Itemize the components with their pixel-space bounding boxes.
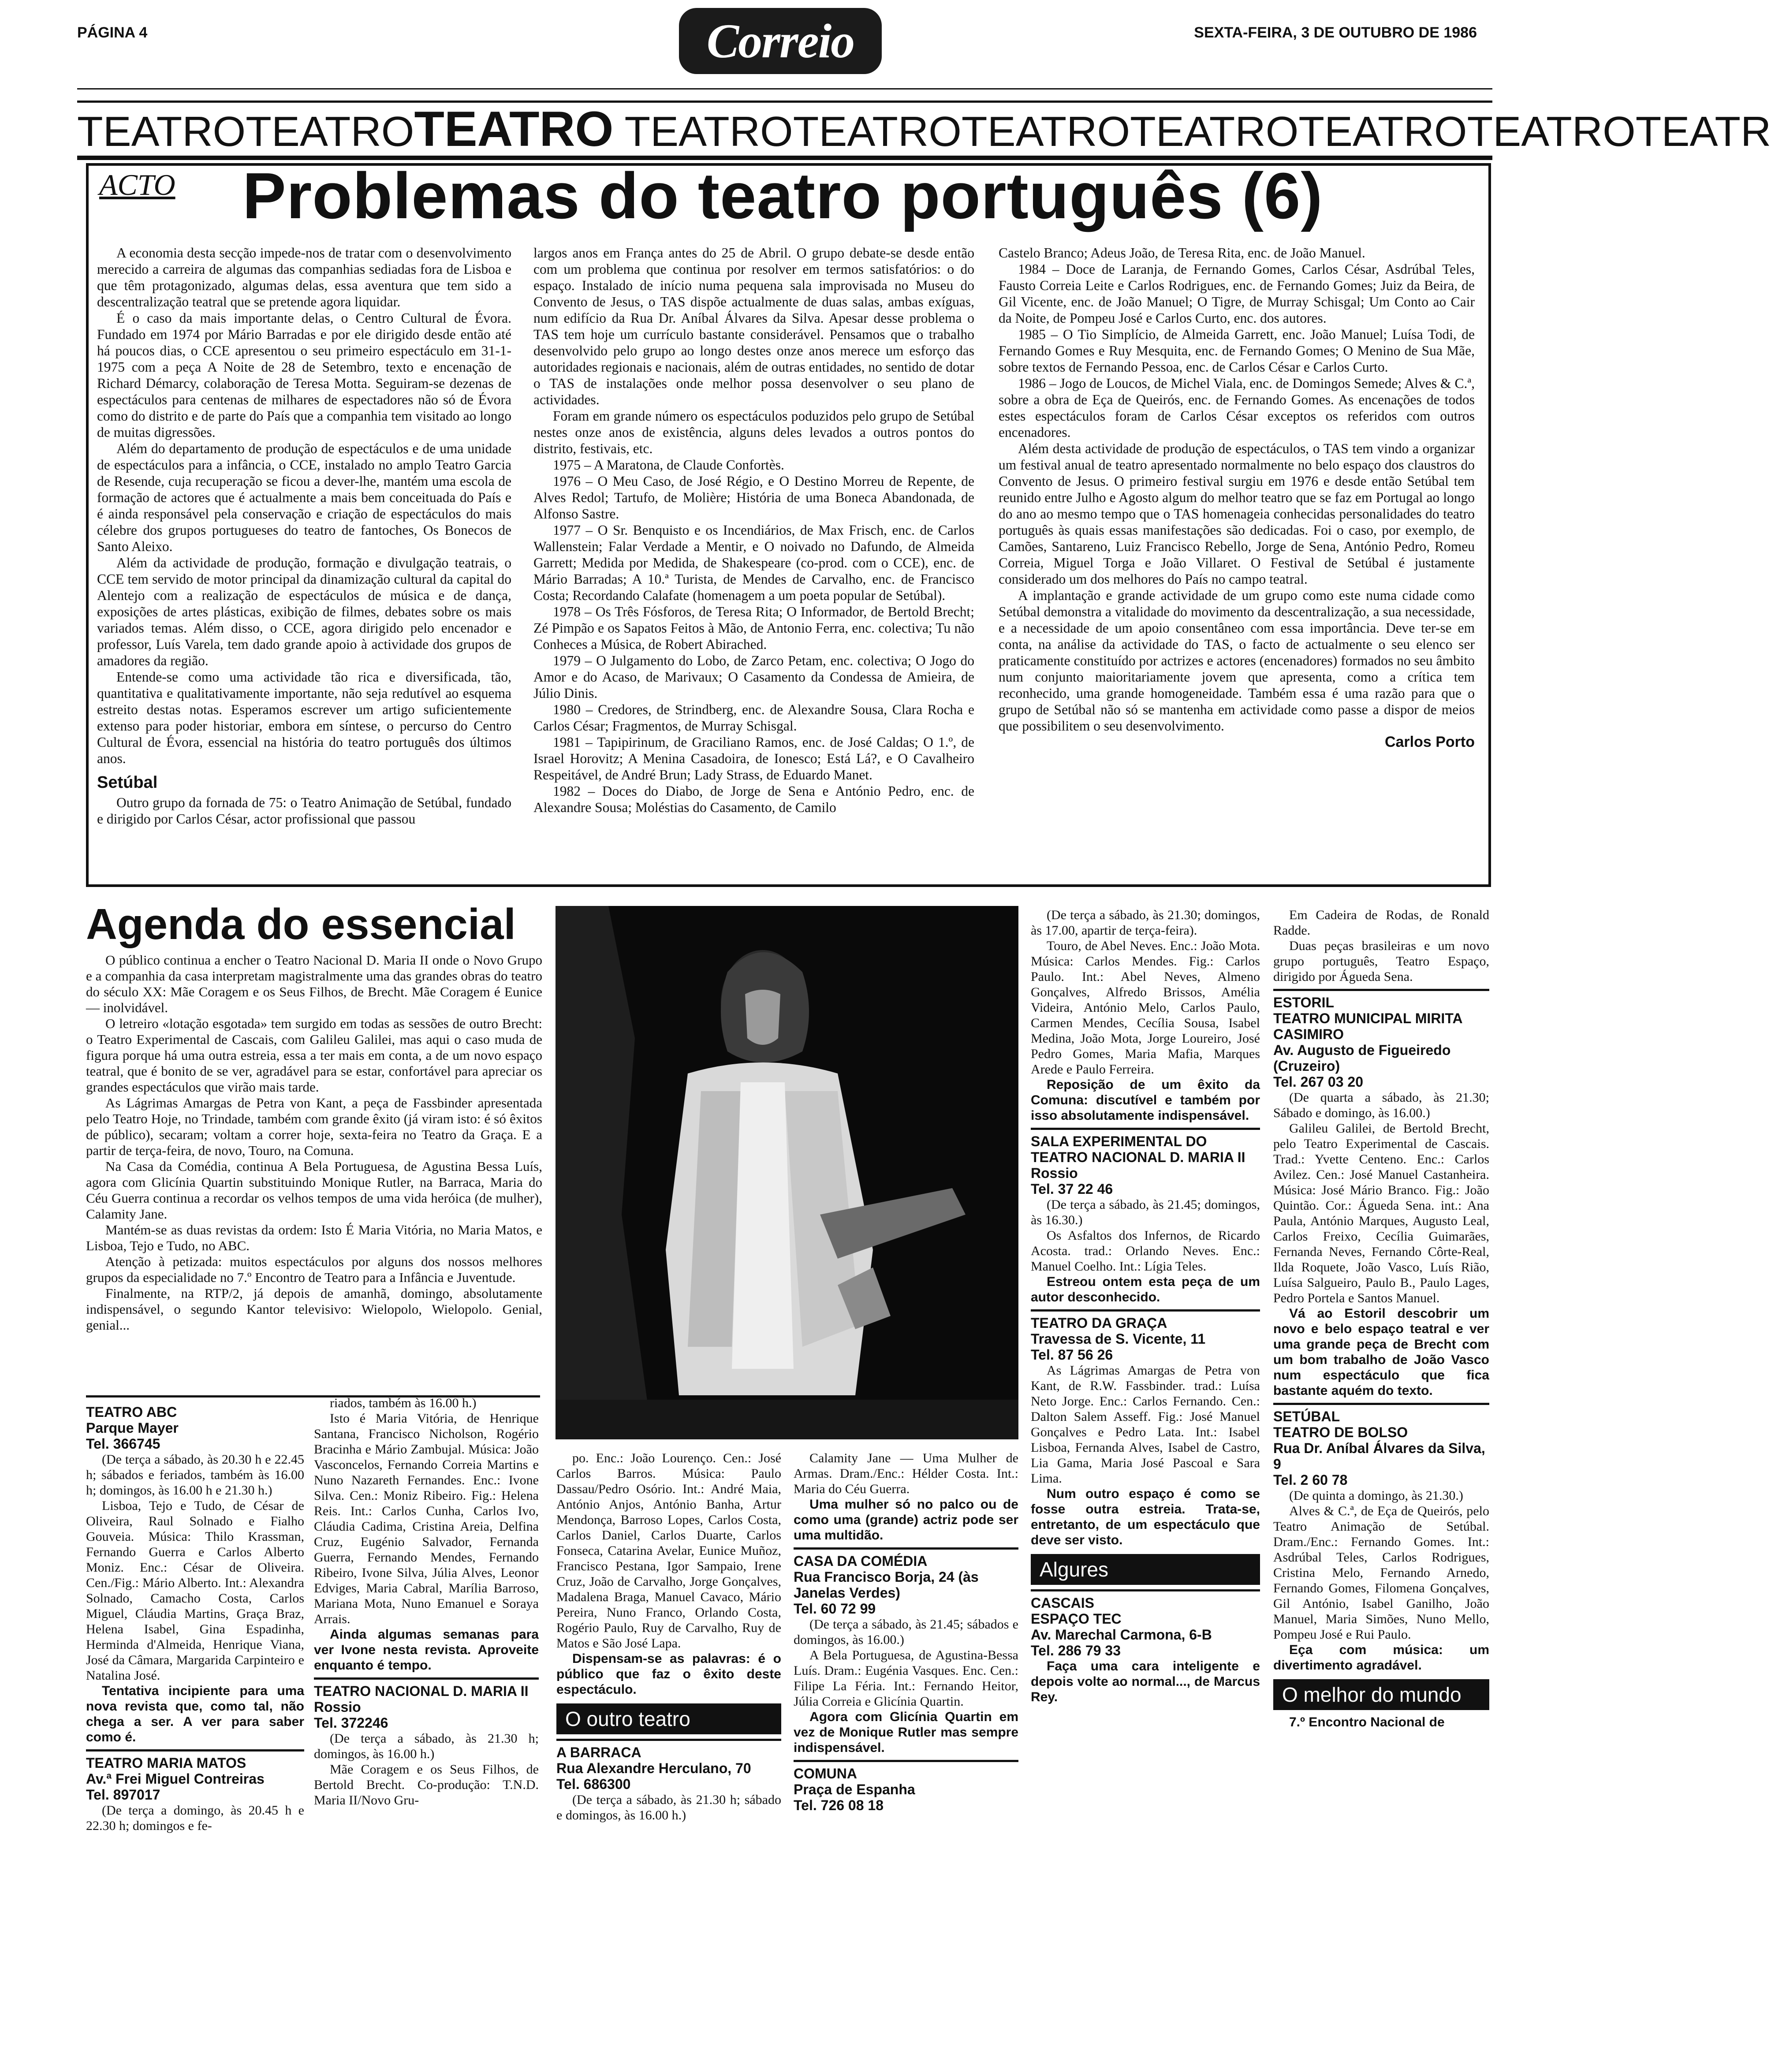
article-headline: Problemas do teatro português (6)	[242, 160, 1323, 232]
article-paragraph: A implantação e grande actividade de um grupo como este numa cidade como Setúbal demonstra a vitalidade do movimento da descentralização, a sua necessidade, e a necessidade de um apoio consentâneo com essa importância. Deve ter-se em conta, na análise da actividade do TAS, o facto de actualmente o seu elenco ser praticamente constituído por actrizes e actores (encenadores) formados no seu âmbito num conjunto maioritariamente jovem que apresenta, como a crítica tem reconhecido, uma grande homogeneidade. Também essa é uma razão para que o grupo de Setúbal não só se mantenha em actividade como passe a dispor de meios que possibilitem o seu desenvolvimento.	[999, 588, 1475, 734]
column-kicker: ACTO	[99, 168, 175, 201]
article-paragraph: 1976 – O Meu Caso, de José Régio, e O Destino Morreu de Repente, de Alves Redol; Tartufo, de Molière; História de uma Boneca Abandonada, de Alfonso Sastre.	[533, 473, 974, 522]
listing-divider	[794, 1760, 1018, 1762]
agenda-paragraph: Mantém-se as duas revistas da ordem: Isto É Maria Vitória, no Maria Matos, e Lisboa, Tejo e Tudo, no ABC.	[86, 1222, 542, 1253]
article-column-1	[97, 245, 511, 827]
listing-text: Os Asfaltos dos Infernos, de Ricardo Acosta. trad.: Orlando Neves. Enc.: Manuel Coelho. Int.: Lígia Teles.	[1031, 1228, 1260, 1274]
article-paragraph: Além desta actividade de produção de espectáculos, o TAS tem vindo a organizar um festival anual de teatro apresentado normalmente no belo espaço dos claustros do Convento de Jesus. O primeiro festival surgiu em 1976 e desde então Setúbal tem reunido entre Julho e Agosto algum do melhor teatro que se faz em Portugal ao longo do ano ao mesmo tempo que o TAS homenageia conhecidas personalidades do teatro português às quais essas manifestações são dedicadas. Foi o caso, por exemplo, de Camões, Santareno, Luiz Francisco Rebello, Jorge de Sena, António Pedro, Romeu Correia, Miguel Torga e João Villaret. O Festival de Setúbal é justamente considerado um dos melhores do País no campo teatral.	[999, 441, 1475, 587]
listings-column-c	[556, 1450, 781, 1823]
article-paragraph: É o caso da mais importante delas, o Centro Cultural de Évora. Fundado em 1974 por Mário Barradas e por ele dirigido desde então até há poucos dias, o CCE apresentou o seu primeiro espectáculo em 31-1-1975 com a peça A Noite de 28 de Setembro, texto e encenação de Richard Démarcy, colaboração de Teresa Motta. Seguiram-se dezenas de espectáculos para centenas de milhares de espectadores não só de Évora como do distrito e de parte do País que a companhia tem visitado ao longo de muitas digressões.	[97, 310, 511, 440]
listing-text: (De terça a sábado, às 21.30 h; domingos, às 16.00 h.)	[314, 1731, 539, 1761]
byline: Carlos Porto	[1384, 734, 1475, 750]
section-title: TEATRO	[414, 101, 614, 157]
article-paragraph: Castelo Branco; Adeus João, de Teresa Rita, enc. de João Manuel.	[999, 245, 1365, 261]
article-paragraph: 1980 – Credores, de Strindberg, enc. de Alexandre Sousa, Clara Rocha e Carlos César; Fragmentos, de Murray Schisgal.	[533, 702, 974, 734]
article-paragraph: 1978 – Os Três Fósforos, de Teresa Rita; O Informador, de Bertold Brecht; Zé Pimpão e os Sapatos Feitos à Mão, de Antonio Ferra, enc. colectiva; Tu não Conheces a Música, de Robert Abirached.	[533, 604, 974, 652]
article-column-2	[533, 245, 974, 816]
listing-text: (De terça a domingo, às 20.45 h e 22.30 h; domingos e fe-	[86, 1803, 304, 1833]
listing-divider	[1273, 1403, 1489, 1405]
listings-column-a	[86, 1404, 304, 1833]
listing-text: (De terça a sábado, às 21.30; domingos, às 17.00, apartir de terça-feira).	[1031, 908, 1260, 938]
article-paragraph: A economia desta secção impede-nos de tratar com o desenvolvimento merecido a carreira de algumas das companhias sediadas fora de Lisboa e que têm protagonizado, algumas delas, essa aventura que tem sido a descentralização teatral que se pretende agora liquidar.	[97, 245, 511, 309]
listing-text: (De quarta a sábado, às 21.30; Sábado e domingo, às 16.00.)	[1273, 1090, 1489, 1120]
article-paragraph: Entende-se como uma actividade tão rica e diversificada, tão, quantitativa e qualitativamente importante, não seja redutível ao esquema estreito destas notas. Esperamos escrever um artigo suficientemente extenso para poder historiar, embora em síntese, o percurso do Centro Cultural de Évora, essencial na história do teatro português dos últimos anos.	[97, 669, 511, 766]
newspaper-logo: Correio	[679, 8, 882, 74]
agenda-title: Agenda do essencial	[86, 900, 516, 948]
listing-text: Duas peças brasileiras e um novo grupo português, Teatro Espaço, dirigido por Águeda Sena.	[1273, 939, 1489, 984]
section-label-box: Algures	[1031, 1554, 1260, 1585]
venue-header: TEATRO MARIA MATOS Av.ª Frei Miguel Contreiras Tel. 897017	[86, 1755, 265, 1803]
agenda-paragraph: O público continua a encher o Teatro Nacional D. Maria II onde o Novo Grupo e a companhia da casa interpretam magistralmente uma das grandes obras do teatro do século XX: Mãe Coragem e os Seus Filhos, de Brecht. Mãe Coragem é Eunice — inolvidável.	[86, 952, 542, 1015]
subheading-setubal: Setúbal	[97, 773, 158, 792]
agenda-paragraph: Atenção à petizada: muitos espectáculos por alguns dos nossos melhores grupos da especialidade no 7.º Encontro de Teatro para a Infância e Juventude.	[86, 1254, 542, 1285]
article-paragraph: 1979 – O Julgamento do Lobo, de Zarco Petam, enc. colectiva; O Jogo do Amor e do Acaso, de Marivaux; O Casamento da Condessa de Amieira, de Júlio Dinis.	[533, 653, 974, 701]
article-paragraph: Outro grupo da fornada de 75: o Teatro Animação de Setúbal, fundado e dirigido por Carlos César, actor profissional que passou	[97, 795, 511, 827]
listings-column-f	[1273, 907, 1489, 1730]
listing-divider	[1031, 1128, 1260, 1130]
listing-text: A Bela Portuguesa, de Agustina-Bessa Luís. Dram.: Eugénia Vasques. Enc. Cen.: Filipe La Féria. Int.: Fernando Heitor, Júlia Correia e Glicínia Quartin.	[794, 1648, 1018, 1709]
listing-divider	[1031, 1309, 1260, 1312]
agenda-intro	[86, 952, 542, 1333]
listings-column-b	[314, 1395, 539, 1808]
critic-note: Ainda algumas semanas para ver Ivone nesta revista. Aproveite enquanto é tempo.	[314, 1627, 539, 1673]
listing-text: As Lágrimas Amargas de Petra von Kant, de R.W. Fassbinder. trad.: Luísa Neto Jorge. Enc.: Carlos Fernando. Cen.: Dalton Salem Asseff. Fig.: José Manuel Gonçalves e Pedro Lata. Int.: Isabel Lisboa, Fernanda Alves, Isabel de Castro, Lia Gama, Maria José Pascoal e Sara Lima.	[1031, 1363, 1260, 1486]
critic-note: Estreou ontem esta peça de um autor desconhecido.	[1031, 1275, 1260, 1304]
listing-text: Em Cadeira de Rodas, de Ronald Radde.	[1273, 908, 1489, 938]
agenda-paragraph: Na Casa da Comédia, continua A Bela Portuguesa, de Agustina Bessa Luís, agora com Glicínia Quartin substituindo Monique Rutler, na Barraca, Maria do Céu Guerra continua a recordar os velhos tempos de uma vida heróica (de mulher), Calamity Jane.	[86, 1159, 542, 1222]
article-paragraph: 1977 – O Sr. Benquisto e os Incendiários, de Max Frisch, enc. de Carlos Wallenstein; Falar Verdade a Mentir, e O noivado no Dafundo, de Almeida Garrett; Medida por Medida, de Shakespeare (co-prod. com o CCE), enc. de Mário Barradas; A 10.ª Turista, de Mendes de Carvalho, enc. de Francisco Costa; Recordando Calafate (homenagem a um poeta popular de Setúbal).	[533, 522, 974, 603]
venue-header: TEATRO DA GRAÇA Travessa de S. Vicente, 11 Tel. 87 56 26	[1031, 1315, 1206, 1363]
listing-text: Lisboa, Tejo e Tudo, de César de Oliveira, Raul Solnado e Fialho Gouveia. Música: Thilo Krassman, Fernando Guerra e Carlos Alberto Moniz. Enc.: César de Oliveira. Cen./Fig.: Mário Alberto. Int.: Alexandra Solnado, Camacho Costa, Carlos Miguel, Cláudia Martins, Graça Braz, Helena Isabel, Gina Espadinha, Herminda d'Almeida, Henrique Viana, José da Câmara, Margarida Carpinteiro e Natalina José.	[86, 1498, 304, 1683]
article-paragraph: 1982 – Doces do Diabo, de Jorge de Sena e António Pedro, enc. de Alexandre Sousa; Moléstias do Casamento, de Camilo	[533, 783, 974, 815]
venue-header: A BARRACA Rua Alexandre Herculano, 70 Tel. 686300	[556, 1744, 751, 1792]
actress-image	[556, 906, 1018, 1439]
article-paragraph: Foram em grande número os espectáculos poduzidos pelo grupo de Setúbal nestes onze anos de existência, alguns deles levados a outros pontos do distrito, festivais, etc.	[533, 408, 974, 456]
section-band: TEATROTEATROTEATRO TEATROTEATROTEATROTEATROTEATROTEATROTEATR	[77, 101, 1492, 160]
article-paragraph: 1986 – Jogo de Loucos, de Michel Viala, enc. de Domingos Semede; Alves & C.ª, sobre a obra de Eça de Queirós, enc. de Fernando Gomes. As encenações de todos estes espectáculos foram de Carlos César exceptos os referidos com outros encenadores.	[999, 376, 1475, 440]
critic-note: Agora com Glicínia Quartin em vez de Monique Rutler mas sempre indispensável.	[794, 1710, 1018, 1755]
page-label: PÁGINA 4	[77, 24, 148, 41]
venue-header: TEATRO ABC Parque Mayer Tel. 366745	[86, 1404, 179, 1452]
agenda-paragraph: As Lágrimas Amargas de Petra von Kant, a peça de Fassbinder apresentada pelo Teatro Hoje, no Trindade, também com grande êxito (já viram isto: é só êxitos de público), secaram; voltam a correr hoje, sexta-feira no Teatro da Graça. E a partir de terça-feira, de novo, Touro, na Comuna.	[86, 1095, 542, 1158]
listing-divider	[314, 1677, 539, 1680]
venue-header: SALA EXPERIMENTAL DO TEATRO NACIONAL D. MARIA II Rossio Tel. 37 22 46	[1031, 1133, 1245, 1197]
venue-header: SETÚBAL TEATRO DE BOLSO Rua Dr. Aníbal Álvares da Silva, 9 Tel. 2 60 78	[1273, 1409, 1485, 1488]
issue-date: SEXTA-FEIRA, 3 DE OUTUBRO DE 1986	[1194, 24, 1477, 41]
venue-header: CASCAIS ESPAÇO TEC Av. Marechal Carmona, 6-B Tel. 286 79 33	[1031, 1595, 1212, 1658]
listing-text: po. Enc.: João Lourenço. Cen.: José Carlos Barros. Música: Paulo Dassau/Pedro Osório. Int.: André Maia, António Anjos, António Banha, Artur Mendonça, Barroso Lopes, Carlos Costa, Carlos Daniel, Carlos Duarte, Carlos Fonseca, Catarina Avelar, Eunice Muñoz, Francisco Pestana, Igor Sampaio, Irene Cruz, João de Carvalho, Jorge Gonçalves, Madalena Braga, Manuel Cavaco, Mário Pereira, Nuno Franco, Orlando Costa, Rogério Paulo, Ruy de Carvalho, Ruy de Matos e São José Lapa.	[556, 1451, 781, 1651]
critic-note: Tentativa incipiente para uma nova revista que, como tal, não chega a ser. A ver para saber como é.	[86, 1684, 304, 1744]
listing-text: riados, também às 16.00 h.)	[330, 1396, 477, 1410]
section-label-box: O outro teatro	[556, 1703, 781, 1734]
listings-column-d	[794, 1450, 1018, 1813]
venue-header: COMUNA Praça de Espanha Tel. 726 08 18	[794, 1766, 915, 1813]
listing-text: Isto é Maria Vitória, de Henrique Santana, Francisco Nicholson, Rogério Bracinha e Mário Zambujal. Música: João Vasconcelos, Fernando Correia Martins e Nuno Nazareth Fernandes. Enc.: Ivone Silva. Cen.: Moniz Ribeiro. Fig.: Helena Reis. Int.: Carlos Cunha, Carlos Ivo, Cláudia Cadima, Cristina Areia, Delfina Cruz, Eugénio Salvador, Fernanda Guerra, Fernando Mendes, Fernando Ribeiro, Ivone Silva, Júlia Alves, Leonor Edviges, Maria Cabral, Marília Barroso, Mariana Mota, Nuno Emanuel e Soraya Arrais.	[314, 1411, 539, 1626]
critic-note: Num outro espaço é como se fosse outra estreia. Trata-se, entretanto, de um espectáculo que deve ser visto.	[1031, 1487, 1260, 1547]
critic-note: Faça uma cara inteligente e depois volte ao normal..., de Marcus Rey.	[1031, 1659, 1260, 1704]
venue-header: CASA DA COMÉDIA Rua Francisco Borja, 24 (às Janelas Verdes) Tel. 60 72 99	[794, 1553, 979, 1617]
masthead-rule	[77, 88, 1492, 89]
venue-header: TEATRO NACIONAL D. MARIA II Rossio Tel. 372246	[314, 1683, 529, 1731]
listing-text: (De terça a sábado, às 20.30 h e 22.45 h; sábados e feriados, também às 16.00 h; domingos, às 16.00 h e 21.30 h.)	[86, 1452, 304, 1498]
listing-divider	[556, 1739, 781, 1741]
critic-note: 7.º Encontro Nacional de	[1289, 1715, 1445, 1729]
article-column-3	[999, 245, 1475, 750]
listing-text: Galileu Galilei, de Bertold Brecht, pelo Teatro Experimental de Cascais. Trad.: Yvette Centeno. Enc.: Carlos Avilez. Cen.: José Manuel Castanheira. Música: José Mário Branco. Fig.: João Quintão. Cor.: Águeda Sena. int.: Ana Paula, António Marques, Augusto Leal, Carlos Freixo, Cecília Guimarães, Fernanda Neves, Fernando Côrte-Real, Ilda Roquete, João Vasco, Luís Rião, Luísa Salgueiro, Paulo B., Paulo Lages, Pedro Portela e Santos Manuel.	[1273, 1121, 1489, 1305]
listing-text: (De terça a sábado, às 21.45; domingos, às 16.30.)	[1031, 1197, 1260, 1227]
article-paragraph: Além da actividade de produção, formação e divulgação teatrais, o CCE tem servido de motor principal da dinamização cultural da capital do Alentejo com a realização de espectáculos de música e de dança, exposições de artes plásticas, exibição de filmes, debates sobre os mais variados temas. Além disso, o CCE, agora dirigido pelo encenador e professor, Luís Varela, tem dado grande apoio à actividade dos grupos de amadores da região.	[97, 555, 511, 668]
listing-divider	[86, 1749, 304, 1752]
article-paragraph: 1975 – A Maratona, de Claude Confortès.	[553, 457, 784, 473]
agenda-paragraph: O letreiro «lotação esgotada» tem surgido em todas as sessões de outro Brecht: o Teatro Experimental de Cascais, com Galileu Galilei, mas aqui o caso muda de figura porque há uma outra estreia, essa a ter mais em conta, a de um novo espaço teatral, que é bonito de se ver, agradável para se estar, confortável para apreciar os grandes espectáculos que virão mais tarde.	[86, 1016, 542, 1095]
listing-text: Mãe Coragem e os Seus Filhos, de Bertold Brecht. Co-produção: T.N.D. Maria II/Novo Gru-	[314, 1762, 539, 1807]
listing-divider	[1031, 1589, 1260, 1591]
section-label-box: O melhor do mundo	[1273, 1679, 1489, 1710]
listing-text: (De quinta a domingo, às 21.30.)	[1289, 1488, 1463, 1503]
listings-column-e	[1031, 907, 1260, 1705]
article-paragraph: 1985 – O Tio Simplício, de Almeida Garrett, enc. João Manuel; Luísa Todi, de Fernando Gomes e Ruy Mesquita, enc. de Fernando Gomes; O Menino de Sua Mãe, sobre textos de Fernando Pessoa, enc. de Carlos César e Carlos Curto.	[999, 327, 1475, 375]
critic-note: Eça com música: um divertimento agradável.	[1273, 1643, 1489, 1673]
listing-text: (De terça a sábado, às 21.45; sábados e domingos, às 16.00.)	[794, 1617, 1018, 1647]
agenda-paragraph: Finalmente, na RTP/2, já depois de amanhã, domingo, absolutamente indispensável, o segundo Kantor televisivo: Wielopolo, Wielopolo. Genial, genial...	[86, 1286, 542, 1333]
critic-note: Vá ao Estoril descobrir um novo e belo espaço teatral e ver uma grande peça de Brecht com um bom trabalho de João Vasco num espectáculo que fica bastante aquém do texto.	[1273, 1306, 1489, 1398]
article-paragraph: 1981 – Tapipirinum, de Graciliano Ramos, enc. de José Caldas; O 1.º, de Israel Horovitz; A Menina Casadoira, de Ionesco; Está Lá?, e O Cavalheiro Respeitável, de André Brun; Lady Strass, de Eduardo Manet.	[533, 734, 974, 783]
listing-divider	[794, 1547, 1018, 1550]
listing-text: (De terça a sábado, às 21.30 h; sábado e domingos, às 16.00 h.)	[556, 1793, 781, 1822]
listing-text: Touro, de Abel Neves. Enc.: João Mota. Música: Carlos Mendes. Fig.: Carlos Paulo. Int.: Abel Neves, Almeno Gonçalves, Alfredo Brissos, Amélia Videira, António Melo, Carlos Paulo, Carmen Mendes, Cecília Sousa, Isabel Medina, João Mota, Jorge Loureiro, José Pedro Gomes, Maria Mafia, Marques Arede e Paulo Ferreira.	[1031, 939, 1260, 1077]
critic-note: Reposição de um êxito da Comuna: discutível e também por isso absolutamente indispensável.	[1031, 1077, 1260, 1123]
article-paragraph: Além do departamento de produção de espectáculos e de uma unidade de espectáculos para a infância, o CCE, instalado no amplo Teatro Garcia de Resende, cuja recuperação se ficou a dever-lhe, mantém uma escola de formação de actores que é actualmente a mais bem conceituada do País e é ainda responsável pela conservação e criação de espectáculos do mais célebre dos grupos portugueses do teatro de fantoches, Os Bonecos de Santo Aleixo.	[97, 441, 511, 554]
critic-note: Uma mulher só no palco ou de como uma (grande) actriz pode ser uma multidão.	[794, 1497, 1018, 1543]
venue-header: ESTORIL TEATRO MUNICIPAL MIRITA CASIMIRO Av. Augusto de Figueiredo (Cruzeiro) Tel. 267 03 20	[1273, 995, 1462, 1090]
listing-divider	[1273, 989, 1489, 991]
article-paragraph: 1984 – Doce de Laranja, de Fernando Gomes, Carlos César, Asdrúbal Teles, Fausto Correia Leite e Carlos Rodrigues, enc. de Fernando Gomes; Juiz da Beira, de Gil Vicente, enc. de João Manuel; O Tigre, de Murray Schisgal; Um Conto ao Cair da Noite, de Pompeu José e Carlos Curto, enc. dos autores.	[999, 261, 1475, 326]
play-photo	[556, 906, 1018, 1439]
listing-text: Calamity Jane — Uma Mulher de Armas. Dram./Enc.: Hélder Costa. Int.: Maria do Céu Guerra.	[794, 1451, 1018, 1496]
critic-note: Dispensam-se as palavras: é o público que faz o êxito deste espectáculo.	[556, 1651, 781, 1697]
article-paragraph: largos anos em França antes do 25 de Abril. O grupo debate-se desde então com um problema que continua por resolver em termos satisfatórios: o do espaço. Instalado de início numa pequena sala improvisada no Museu do Convento de Jesus, o TAS dispõe actualmente de duas salas, ambas exíguas, num edifício da Rua Dr. Aníbal Álvares da Silva. Apesar desse problema o TAS tem hoje um currículo bastante considerável. Pensamos que o trabalho desenvolvido pelo grupo ao longo destes onze anos merece um esforço das autoridades regionais e nacionais, além de outras entidades, no sentido de dotar o TAS de instalações onde melhor possa desenvolver o seu plano de actividades.	[533, 245, 974, 407]
listing-text: Alves & C.ª, de Eça de Queirós, pelo Teatro Animação de Setúbal. Dram./Enc.: Fernando Gomes. Int.: Asdrúbal Teles, Carlos Rodrigues, Cristina Melo, Fernando Arnedo, Fernando Gomes, Filomena Gonçalves, Gil António, Isabel Ganilho, João Manuel, Maria Simões, Nuno Mello, Pompeu José e Rui Paulo.	[1273, 1504, 1489, 1642]
